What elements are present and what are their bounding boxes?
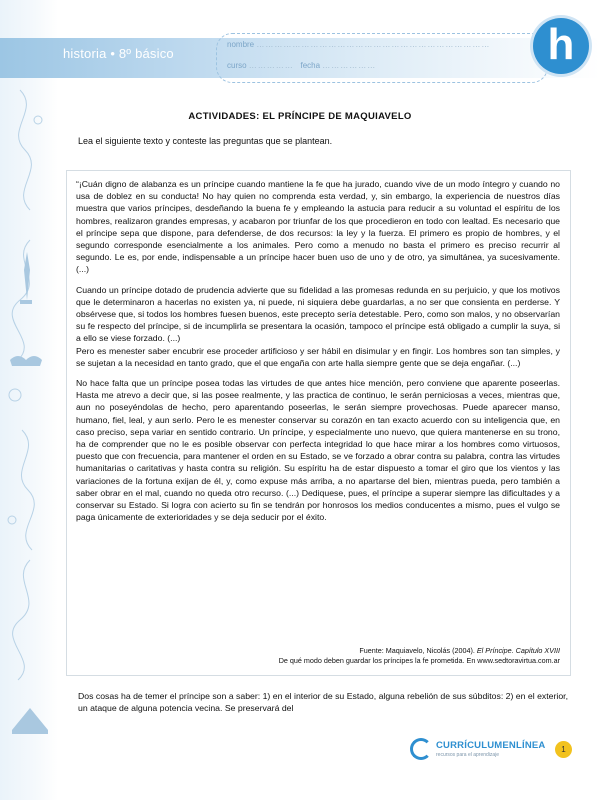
passage-paragraph-2: Cuando un príncipe dotado de prudencia advierte que su fidelidad a las promesas redunda en su perjuicio, y que los motivos que le determinaron a hacerlas no existen ya, ni puede, ni siquiera debe guardarlas, a no ser que consienta en perderse. Y obsérvese que, si todos los hombres fuesen buenos, este precepto sería detestable. Pero, como son malos, y no observarían su fe respecto del príncipe, si de incumplirla se presentara la ocasión, tampoco el príncipe está obligado a cumplir la suya, si a ello se viese forzado. (...): [76, 284, 560, 344]
subject-label: historia • 8º básico: [63, 46, 174, 61]
course-date-row: [227, 61, 376, 70]
source-author: Fuente: Maquiavelo, Nicolás (2004).: [359, 646, 477, 655]
date-label: fecha: [300, 61, 321, 70]
curriculum-ring-icon: [410, 738, 432, 760]
history-logo-icon: h: [533, 18, 589, 74]
instruction-text: Lea el siguiente texto y conteste las preguntas que se plantean.: [78, 136, 333, 146]
curriculum-brand: CURRÍCULUMENLÍNEA: [436, 740, 546, 751]
passage-paragraph-3: Pero es menester saber encubrir ese proceder artificioso y ser hábil en disimular y en fingir. Los hombres son tan simples, y se sujetan a la necesidad en tanto grado, que el que engaña con arte halla siempre gente que se deja engañar. (...): [76, 345, 560, 368]
name-row: [227, 40, 490, 49]
passage-paragraph-1: “¡Cuán digno de alabanza es un príncipe cuando mantiene la fe que ha jurado, cuando vive de un modo íntegro y cuando no usa de doblez en su conducta! No hay quien no comprenda esta verdad, y, sin embargo, la experiencia de nuestros días muestra que varios príncipes, desdeñando la buena fe y empleando la astucia para reducir a su voluntad el espíritu de los hombres, realizaron grandes empresas, y acabaron por triunfar de los que procedieron en todo con lealtad. Es necesario que el príncipe sepa que dispone, para defenderse, de dos recursos: la ley y la fuerza. El primero es propio de hombres, y el segundo corresponde esencialmente a los animales. Pero como a menudo no basta el primero es preciso recurrir al segundo. Le es, por ende, indispensable a un príncipe hacer buen uso de uno y de otro, ya simultánea, ya sucesivamente. (...): [76, 179, 560, 275]
source-line-1: [76, 646, 560, 656]
source-line-2: De qué modo deben guardar los príncipes la fe prometida. En www.sedtoravirtua.com.ar: [278, 656, 560, 665]
page-number-badge: 1: [555, 741, 572, 758]
passage-paragraph-4: No hace falta que un príncipe posea todas las virtudes de que antes hice mención, pero conviene que aparente poseerlas. Hasta me atrevo a decir que, si las posee realmente, y las practica de continuo, le serán perniciosas a veces, mientras que, aun no poseyéndolas de hecho, pero aparentando poseerlas, le serán siempre provechosas. Puede aparecer manso, humano, fiel, leal, y aun serlo. Pero le es menester conservar su corazón en tan exacto acuerdo con su inteligencia que, en caso preciso, sepa variar en sentido contrario. Un príncipe, y especialmente uno nuevo, que quiera mantenerse en su trono, ha de comprender que no le es posible observar con perfecta integridad lo que hace mirar a los hombres como virtuosos, puesto que con frecuencia, para mantener el orden en su Estado, se ve forzado a obrar contra su palabra, contra las virtudes humanitarias o caritativas y hasta contra su religión. Su espíritu ha de estar dispuesto a tomar el giro que los vientos y las variaciones de la fortuna exijan de él, y, como expuse más arriba, a no apartarse del bien, mientras pueda, pero también a saber obrar en el mal, cuando no queda otro recurso. (...) Dediquese, pues, el príncipe a superar siempre las dificultades y a conservar su Estado. Si logra con acierto su fin se tendrán por honrosos los medios conducentes a mismo, pues el vulgo se paga únicamente de exterioridades y se deja seducir por el éxito.: [76, 378, 560, 523]
name-label: nombre: [227, 40, 255, 49]
continuation-text: Dos cosas ha de temer el príncipe son a saber: 1) en el interior de su Estado, alguna rebelión de sus súbditos: 2) en el exterior, un ataque de alguna potencia vecina. Se preservará del: [78, 691, 568, 714]
page-title: ACTIVIDADES: EL PRÍNCIPE DE MAQUIAVELO: [188, 111, 412, 122]
date-field[interactable]: ………………: [322, 61, 377, 70]
curriculum-logo: [410, 738, 560, 764]
source-title: El Príncipe. Capítulo XVIII: [476, 646, 560, 655]
source-citation: [76, 646, 560, 666]
passage-text: [76, 178, 560, 531]
course-label: curso: [227, 61, 247, 70]
curriculum-tagline: recursos para el aprendizaje: [436, 752, 500, 758]
course-field[interactable]: ……………: [248, 61, 294, 70]
name-field[interactable]: ……………………………………………………………………: [256, 40, 491, 49]
student-form-box: [216, 33, 548, 83]
